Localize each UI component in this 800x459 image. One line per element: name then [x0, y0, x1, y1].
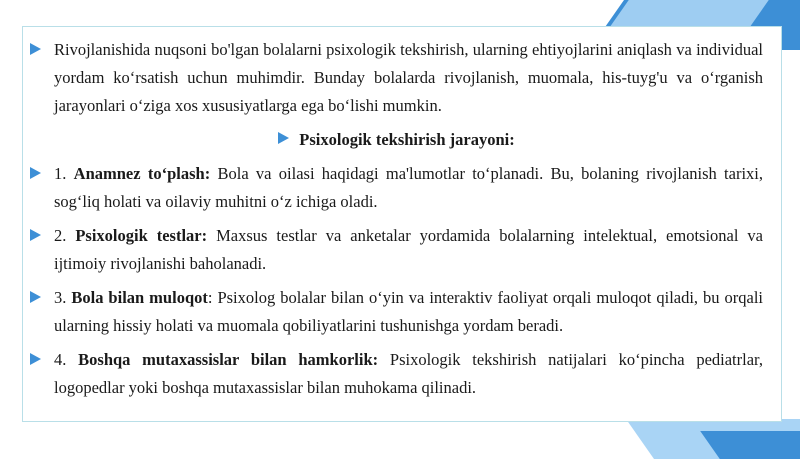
intro-paragraph [30, 36, 763, 120]
item-number: 1. [54, 164, 67, 183]
bullet-arrow-icon [30, 43, 41, 55]
item-text: Maxsus testlar va anketalar yordamida bolalarning intelektual, emotsional va ijtimoiy rivojlanishi baholanadi. [54, 226, 763, 273]
bullet-arrow-icon [30, 291, 41, 303]
slide-content [30, 36, 763, 408]
section-heading [30, 126, 763, 154]
bullet-arrow-icon [30, 167, 41, 179]
list-item [30, 160, 763, 216]
list-item [30, 284, 763, 340]
item-title: Bola bilan muloqot [71, 288, 208, 307]
item-number: 2. [54, 226, 67, 245]
item-text: : Psixolog bolalar bilan o‘yin va interaktiv faoliyat orqali muloqot qiladi, bu orqali ularning hissiy holati va muomala qobiliyatlarini tushunishga yordam beradi. [54, 288, 764, 335]
item-title: Psixologik testlar: [75, 226, 208, 245]
item-number: 3. [54, 288, 67, 307]
bullet-arrow-icon [278, 132, 289, 144]
item-text: Bola va oilasi haqidagi ma'lumotlar to‘planadi. Bu, bolaning rivojlanish tarixi, sog‘liq holati va oilaviy muhitni o‘z ichiga oladi. [54, 164, 764, 211]
item-title: Boshqa mutaxassislar bilan hamkorlik: [78, 350, 379, 369]
bullet-arrow-icon [30, 229, 41, 241]
list-item [30, 346, 763, 402]
heading-text: Psixologik tekshirish jarayoni: [299, 130, 515, 149]
item-title: Anamnez to‘plash: [73, 164, 211, 183]
item-number: 4. [54, 350, 67, 369]
list-item [30, 222, 763, 278]
bullet-arrow-icon [30, 353, 41, 365]
item-text: Psixologik tekshirish natijalari ko‘pincha pediatrlar, logopedlar yoki boshqa mutaxassislar bilan muhokama qilinadi. [54, 350, 763, 397]
intro-text: Rivojlanishida nuqsoni bo'lgan bolalarni psixologik tekshirish, ularning ehtiyojlarini aniqlash va individual yordam ko‘rsatish uchun muhimdir. Bunday bolalarda rivojlanish, muomala, his-tuyg'u va o‘rganish jarayonlari o‘ziga xos xususiyatlarga ega bo‘lishi mumkin. [54, 40, 763, 115]
